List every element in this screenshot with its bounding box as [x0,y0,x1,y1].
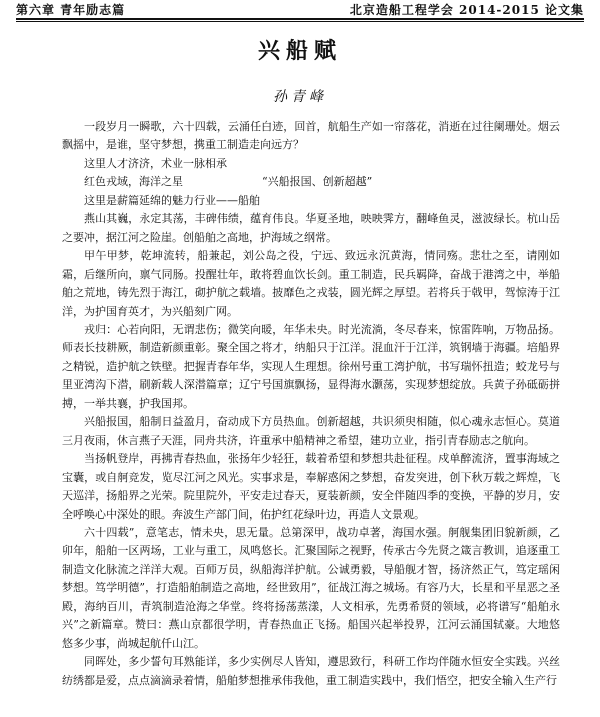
running-header [16,0,584,18]
header-chapter: 第六章 青年励志篇 [16,2,126,17]
header-collection: 北京造船工程学会 2014-2015 论文集 [349,2,584,17]
header-rule [16,18,584,20]
paragraph: 甲午甲梦，乾坤流转，船兼起，刘公岛之役，宁远、致远永沉黄海，情同殇。悲壮之至，请刚如霜，后继所向，禀气同肠。投醒壮年，敢将碧血饮长剑。重工制造，民兵羁降，奋战于港湾之中，举船舶之荒地，铸先烈于海江，砌护航之载墙。披靡色之戎装，圆光辉之厚望。若将兵于戟甲，驾惊涛于江洋，为护国育英才，为兴船刻广网。 [62,249,560,318]
verse-right: “兴船报国、创新超越” [262,175,373,189]
paragraph: 当扬帆登岸，再拂青春热血，张扬年少轻狂，载着希望和梦想共赴征程。戍单醉流济，置事海域之宝囊，或自舸竞发，览尽江河之风光。实事求是，奉解惑闲之梦想，奋发突进，创下秋万载之辉煌，飞天巡洋，扬船界之光荣。院里院外，平安走过春天，夏装新颜，安全伴随四季的变换，平静的岁月，安全呼唤心中深处的眼。奔波生产部门间，佑护红花绿叶边，再造人文景观。 [62,452,560,521]
verse-left: 红色戎域，海洋之星 [84,175,183,189]
body-text [62,118,560,690]
paragraph: 同晖处，多少誓句耳熟能详，多少实例尽人皆知，遵思致行，科研工作均伴随水恒安全实践。兴丝纺绣都是爱，点点滴滴录着情，船舶梦想推承伟我他，重工制造实践中，我们悟空，把安全输入生产行 [62,655,560,687]
verse-line [62,173,560,191]
paragraph: 一段岁月一瞬歌，六十四载，云涌任白迹，回首，航船生产如一帘落花，消逝在过往阑珊处。烟云飘摇中，是谁，坚守梦想，携重工制造走向远方？ [62,120,560,152]
paragraph: 这里人才济济，术业一脉相承 [84,156,227,170]
paragraph: 六十四载”，意笔志，情未央，思无量。总第深甲，战功卓著，海国水强。舸舰集团旧貌新颜，乙卯年，船舶一区两场，工业与重工，凤鸣悠长。汇聚国际之视野，传承古今先贤之箴言教训，追逐重工制造文化脉流之洋洋大观。百师万员，纵船海洋护航。公诚勇毅，导船舰才智，扬济然正气，笃定瑶闲梦想。笃学明德”，打造船舶制造之高地，经世致用”，征战江海之城场。有容乃大，长星和平星恶之圣殿，海纳百川，青筑制造沧海之华堂。终将扬荡蒸漾，人文相承，先勇希贤的领域，必将谱写“船舶永兴”之新篇章。赞曰：燕山京都很学明，青春热血正飞扬。船国兴起举投界，江河云涌国轼豪。大地悠悠多少事，尚城起航仟山江。 [62,525,560,650]
paragraph: 戎归：心若向阳，无谓悲伤；微笑向暖，年华未央。时光流淌，冬尽春来，惊雷阵响，万物品扬。师表长技耕厥，制造新颜重彰。聚全国之将才，纳船只于江洋。混血汗于江洋，筑钢墙于海疆。培船界之精锐，造护航之铁壁。把握青春年华，实现人生理想。徐州号重工湾护航，书写瑞怀扭造；蛟龙号与里亚湾沟下潜，刷新载人深潜篇章；辽宁号国旗飘扬，显得海水灏荡，实现梦想绽放。兵黄子孙砥砺拼搏，一举共襄，护我国邦。 [62,322,560,410]
paragraph: 这里是薪篇延绵的魅力行业——船舶 [84,193,260,207]
paragraph: 燕山其巍，永定其荡，丰碑伟绩，蕴育伟良。华夏圣地，映映霁方，翻峰鱼灵，滋波绿长。杭山岳之要冲，据江河之险崖。创船舶之高地，护海域之纲常。 [62,212,560,244]
author-name: 孙青峰 [273,89,327,105]
header-rule-thin [16,21,584,22]
paragraph: 兴船报国，船制日益盈月，奋动成下方员热血。创新超越，共识须臾相随，似心魂永志恒心。莫道三月夜雨，休言燕子天涯，同舟共济，许重承中船精神之希望，建功立业，指引青春励志之航向。 [62,415,560,447]
page-title: 兴船赋 [257,38,342,64]
